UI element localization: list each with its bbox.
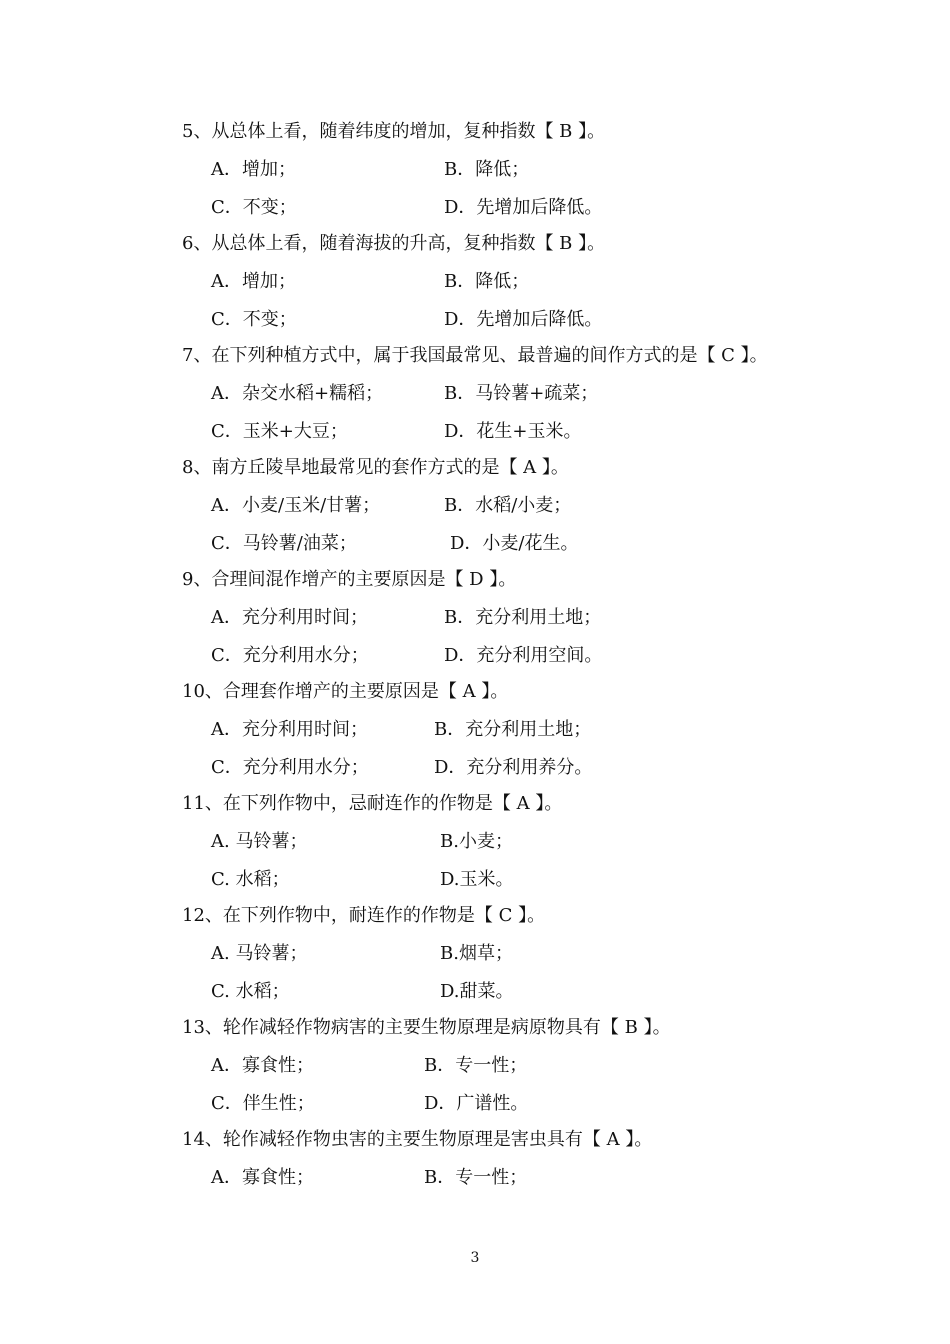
option-d: D．小麦/花生。 bbox=[450, 533, 579, 554]
option-a: A．充分利用时间； bbox=[211, 719, 368, 740]
options-row bbox=[0, 418, 950, 446]
options-row bbox=[0, 268, 950, 296]
option-b: B.小麦； bbox=[440, 831, 513, 852]
option-c: C．充分利用水分； bbox=[211, 645, 369, 666]
option-d: D．充分利用养分。 bbox=[434, 757, 593, 778]
options-row bbox=[0, 156, 950, 184]
question-9: 9、合理间混作增产的主要原因是【 D 】。 bbox=[182, 569, 517, 590]
question-6: 6、从总体上看，随着海拔的升高，复种指数【 B 】。 bbox=[182, 233, 606, 254]
option-d: D.甜菜。 bbox=[440, 981, 514, 1002]
options-row bbox=[0, 1164, 950, 1192]
option-a: A．增加； bbox=[211, 159, 296, 180]
option-b: B．充分利用土地； bbox=[434, 719, 592, 740]
option-b: B．降低； bbox=[444, 159, 530, 180]
option-c: C．玉米+大豆； bbox=[211, 421, 348, 442]
question-10: 10、合理套作增产的主要原因是【 A 】。 bbox=[182, 681, 509, 702]
options-row bbox=[0, 380, 950, 408]
option-d: D.玉米。 bbox=[440, 869, 514, 890]
options-row bbox=[0, 642, 950, 670]
options-row bbox=[0, 716, 950, 744]
options-row bbox=[0, 492, 950, 520]
option-b: B．专一性； bbox=[424, 1167, 528, 1188]
option-c: C．不变； bbox=[211, 197, 297, 218]
question-14: 14、轮作减轻作物虫害的主要生物原理是害虫具有【 A 】。 bbox=[182, 1129, 653, 1150]
question-5: 5、从总体上看，随着纬度的增加，复种指数【 B 】。 bbox=[182, 121, 606, 142]
question-13: 13、轮作减轻作物病害的主要生物原理是病原物具有【 B 】。 bbox=[182, 1017, 671, 1038]
option-a: A．寡食性； bbox=[211, 1055, 314, 1076]
options-row bbox=[0, 754, 950, 782]
option-c: C. 水稻； bbox=[211, 981, 290, 1002]
option-d: D．花生+玉米。 bbox=[444, 421, 582, 442]
question-7: 7、在下列种植方式中，属于我国最常见、最普遍的间作方式的是【 C 】。 bbox=[182, 345, 768, 366]
option-b: B．充分利用土地； bbox=[444, 607, 602, 628]
question-12: 12、在下列作物中，耐连作的作物是【 C 】。 bbox=[182, 905, 546, 926]
option-c: C．马铃薯/油菜； bbox=[211, 533, 357, 554]
option-d: D．先增加后降低。 bbox=[444, 309, 603, 330]
option-a: A．充分利用时间； bbox=[211, 607, 368, 628]
options-row bbox=[0, 866, 950, 894]
page-number: 3 bbox=[470, 1250, 480, 1266]
option-d: D．先增加后降低。 bbox=[444, 197, 603, 218]
option-b: B.烟草； bbox=[440, 943, 513, 964]
option-a: A. 马铃薯； bbox=[211, 943, 308, 964]
options-row bbox=[0, 978, 950, 1006]
option-d: D．广谱性。 bbox=[424, 1093, 529, 1114]
options-row bbox=[0, 828, 950, 856]
option-a: A．小麦/玉米/甘薯； bbox=[211, 495, 381, 516]
option-a: A．杂交水稻+糯稻； bbox=[211, 383, 384, 404]
option-c: C．伴生性； bbox=[211, 1093, 315, 1114]
option-a: A. 马铃薯； bbox=[211, 831, 308, 852]
options-row bbox=[0, 306, 950, 334]
question-8: 8、南方丘陵旱地最常见的套作方式的是【 A 】。 bbox=[182, 457, 569, 478]
option-c: C．不变； bbox=[211, 309, 297, 330]
options-row bbox=[0, 940, 950, 968]
option-b: B．降低； bbox=[444, 271, 530, 292]
options-row bbox=[0, 194, 950, 222]
option-c: C．充分利用水分； bbox=[211, 757, 369, 778]
option-b: B．专一性； bbox=[424, 1055, 528, 1076]
options-row bbox=[0, 604, 950, 632]
option-d: D．充分利用空间。 bbox=[444, 645, 603, 666]
option-b: B．马铃薯+疏菜； bbox=[444, 383, 599, 404]
option-a: A．增加； bbox=[211, 271, 296, 292]
options-row bbox=[0, 1090, 950, 1118]
options-row bbox=[0, 530, 950, 558]
option-a: A．寡食性； bbox=[211, 1167, 314, 1188]
option-b: B．水稻/小麦； bbox=[444, 495, 572, 516]
question-11: 11、在下列作物中，忌耐连作的作物是【 A 】。 bbox=[182, 793, 563, 814]
option-c: C. 水稻； bbox=[211, 869, 290, 890]
options-row bbox=[0, 1052, 950, 1080]
